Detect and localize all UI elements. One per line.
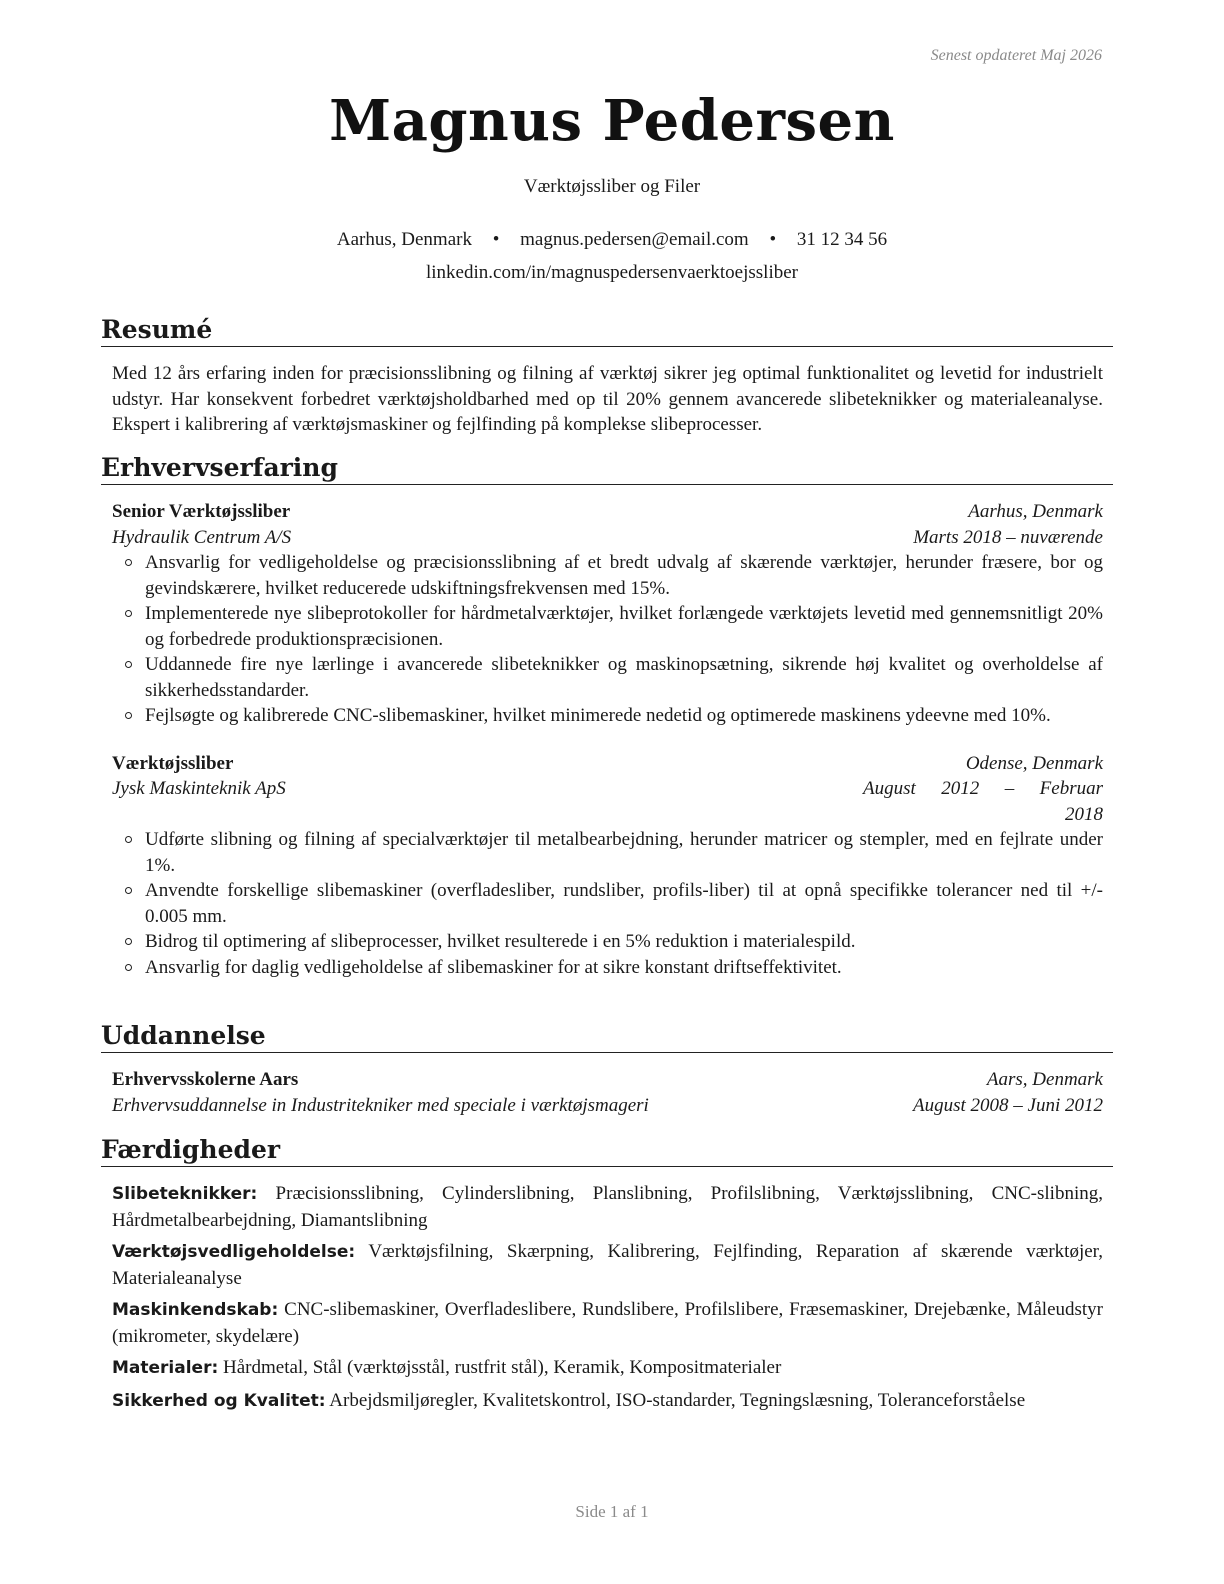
- circle-bullet-icon: [125, 836, 132, 843]
- skill-label: Materialer:: [112, 1358, 219, 1378]
- skill-label: Sikkerhed og Kvalitet:: [112, 1390, 326, 1411]
- job-company: Hydraulik Centrum A/S: [112, 526, 292, 548]
- skill-text: Værktøjsfilning, Skærpning, Kalibrering, Fejlfinding, Reparation af skærende værktøjer, Materialeanalyse: [112, 1241, 1103, 1289]
- skills-list: [101, 1181, 1113, 1414]
- list-item: Fejlsøgte og kalibrerede CNC-slibemaskiner, hvilket minimerede nedetid og optimerede maskinens ydeevne med 10%.: [112, 703, 1103, 729]
- bullet-separator: •: [492, 229, 500, 250]
- job-location: Odense, Denmark: [965, 752, 1103, 774]
- skill-text: Arbejdsmiljøregler, Kvalitetskontrol, ISO-standarder, Tegningslæsning, Toleranceforståelse: [329, 1389, 1026, 1411]
- skill-text: Præcisionsslibning, Cylinderslibning, Planslibning, Profilslibning, Værktøjsslibning, CNC-slibning, Hårdmetalbearbejdning, Diamantslibning: [112, 1183, 1103, 1231]
- skill-item: [112, 1297, 1103, 1349]
- skill-item: [112, 1239, 1103, 1291]
- skill-label: Slibeteknikker:: [112, 1184, 258, 1204]
- circle-bullet-icon: [125, 938, 132, 945]
- skill-text: Hårdmetal, Stål (værktøjsstål, rustfrit stål), Keramik, Kompositmaterialer: [223, 1357, 782, 1378]
- job-company: Jysk Maskinteknik ApS: [112, 778, 286, 799]
- contact-location: Aarhus, Denmark: [336, 229, 472, 250]
- skill-item: [112, 1355, 1103, 1382]
- job-bullets: [112, 550, 1103, 729]
- skill-text: CNC-slibemaskiner, Overfladeslibere, Rundslibere, Profilslibere, Fræsemaskiner, Drejebænke, Måleudstyr (mikrometer, skydelære): [112, 1299, 1103, 1347]
- skill-label: Værktøjsvedligeholdelse:: [112, 1242, 356, 1262]
- job-role: Værktøjssliber: [112, 752, 234, 774]
- section-heading: Uddannelse: [101, 1020, 1113, 1053]
- section-heading: Erhvervserfaring: [101, 452, 1113, 485]
- skill-item: [112, 1388, 1103, 1415]
- circle-bullet-icon: [125, 559, 132, 566]
- skill-label: Maskinkendskab:: [112, 1300, 279, 1320]
- list-item: Ansvarlig for vedligeholdelse og præcisionsslibning af et bredt udvalg af skærende værktøjer, herunder fræsere, bor og gevindskærere, hvilket reducerede udskiftningsfrekvensen med 15%.: [112, 550, 1103, 601]
- list-item: Uddannede fire nye lærlinge i avancerede slibeteknikker og maskinopsætning, sikrende høj kvalitet og overholdelse af sikkerhedsstandarder.: [112, 652, 1103, 703]
- education-entry: [112, 1067, 1103, 1118]
- list-item: Udførte slibning og filning af specialværktøjer til metalbearbejdning, herunder matricer og stempler, med en fejlrate under 1%.: [112, 827, 1103, 878]
- job-entry: [112, 499, 1103, 729]
- education-dates: August 2008 – Juni 2012: [913, 1094, 1103, 1116]
- circle-bullet-icon: [125, 887, 132, 894]
- circle-bullet-icon: [125, 661, 132, 668]
- job-dates: August 2012 – Februar 2018: [863, 778, 1103, 825]
- last-updated: Senest opdateret Maj 2026: [930, 47, 1102, 64]
- experience-section: [101, 452, 1113, 980]
- bullet-separator: •: [769, 229, 777, 250]
- contact-phone[interactable]: 31 12 34 56: [796, 229, 888, 250]
- job-bullets: [112, 827, 1103, 980]
- circle-bullet-icon: [125, 964, 132, 971]
- degree: Erhvervsuddannelse in Industritekniker med speciale i værktøjsmageri: [112, 1094, 649, 1116]
- education-section: [101, 1020, 1113, 1118]
- job-dates: Marts 2018 – nuværende: [913, 526, 1103, 548]
- summary-text: Med 12 års erfaring inden for præcisionsslibning og filning af værktøj sikrer jeg optimal funktionalitet og levetid for industrielt udstyr. Har konsekvent forbedret værktøjsholdbarhed med op til 20% gennem avancerede slibeteknikker og materialeanalyse. Ekspert i kalibrering af værktøjsmaskiner og fejlfinding på komplekse slibeprocesser.: [112, 363, 1103, 435]
- school-location: Aars, Denmark: [986, 1069, 1103, 1090]
- job-location: Aarhus, Denmark: [968, 501, 1103, 522]
- contact-email[interactable]: magnus.pedersen@email.com: [520, 229, 749, 250]
- summary-section: [101, 314, 1113, 438]
- school-name: Erhvervsskolerne Aars: [112, 1069, 299, 1090]
- list-item: Bidrog til optimering af slibeprocesser, hvilket resulterede i en 5% reduktion i materialespild.: [112, 929, 1103, 955]
- circle-bullet-icon: [125, 610, 132, 617]
- contact-line: [0, 229, 1224, 251]
- list-item: Ansvarlig for daglig vedligeholdelse af slibemaskiner for at sikre konstant driftseffektivitet.: [112, 955, 1103, 981]
- circle-bullet-icon: [125, 712, 132, 719]
- section-heading: Resumé: [101, 314, 1113, 347]
- job-title: Værktøjssliber og Filer: [523, 176, 701, 197]
- contact-linkedin[interactable]: linkedin.com/in/magnuspedersenvaerktoejssliber: [426, 262, 798, 283]
- page-number: Side 1 af 1: [575, 1502, 649, 1521]
- job-role: Senior Værktøjssliber: [112, 501, 291, 522]
- job-entry: [112, 751, 1103, 981]
- list-item: Implementerede nye slibeprotokoller for hårdmetalværktøjer, hvilket forlængede værktøjets levetid med gennemsnitligt 20% og forbedrede produktionspræcisionen.: [112, 601, 1103, 652]
- skills-section: [101, 1134, 1113, 1420]
- section-heading: Færdigheder: [101, 1134, 1113, 1167]
- list-item: Anvendte forskellige slibemaskiner (overfladesliber, rundsliber, profils-liber) til at opnå specifikke tolerancer ned til +/- 0.005 mm.: [112, 878, 1103, 929]
- person-name: Magnus Pedersen: [329, 88, 895, 154]
- skill-item: [112, 1181, 1103, 1233]
